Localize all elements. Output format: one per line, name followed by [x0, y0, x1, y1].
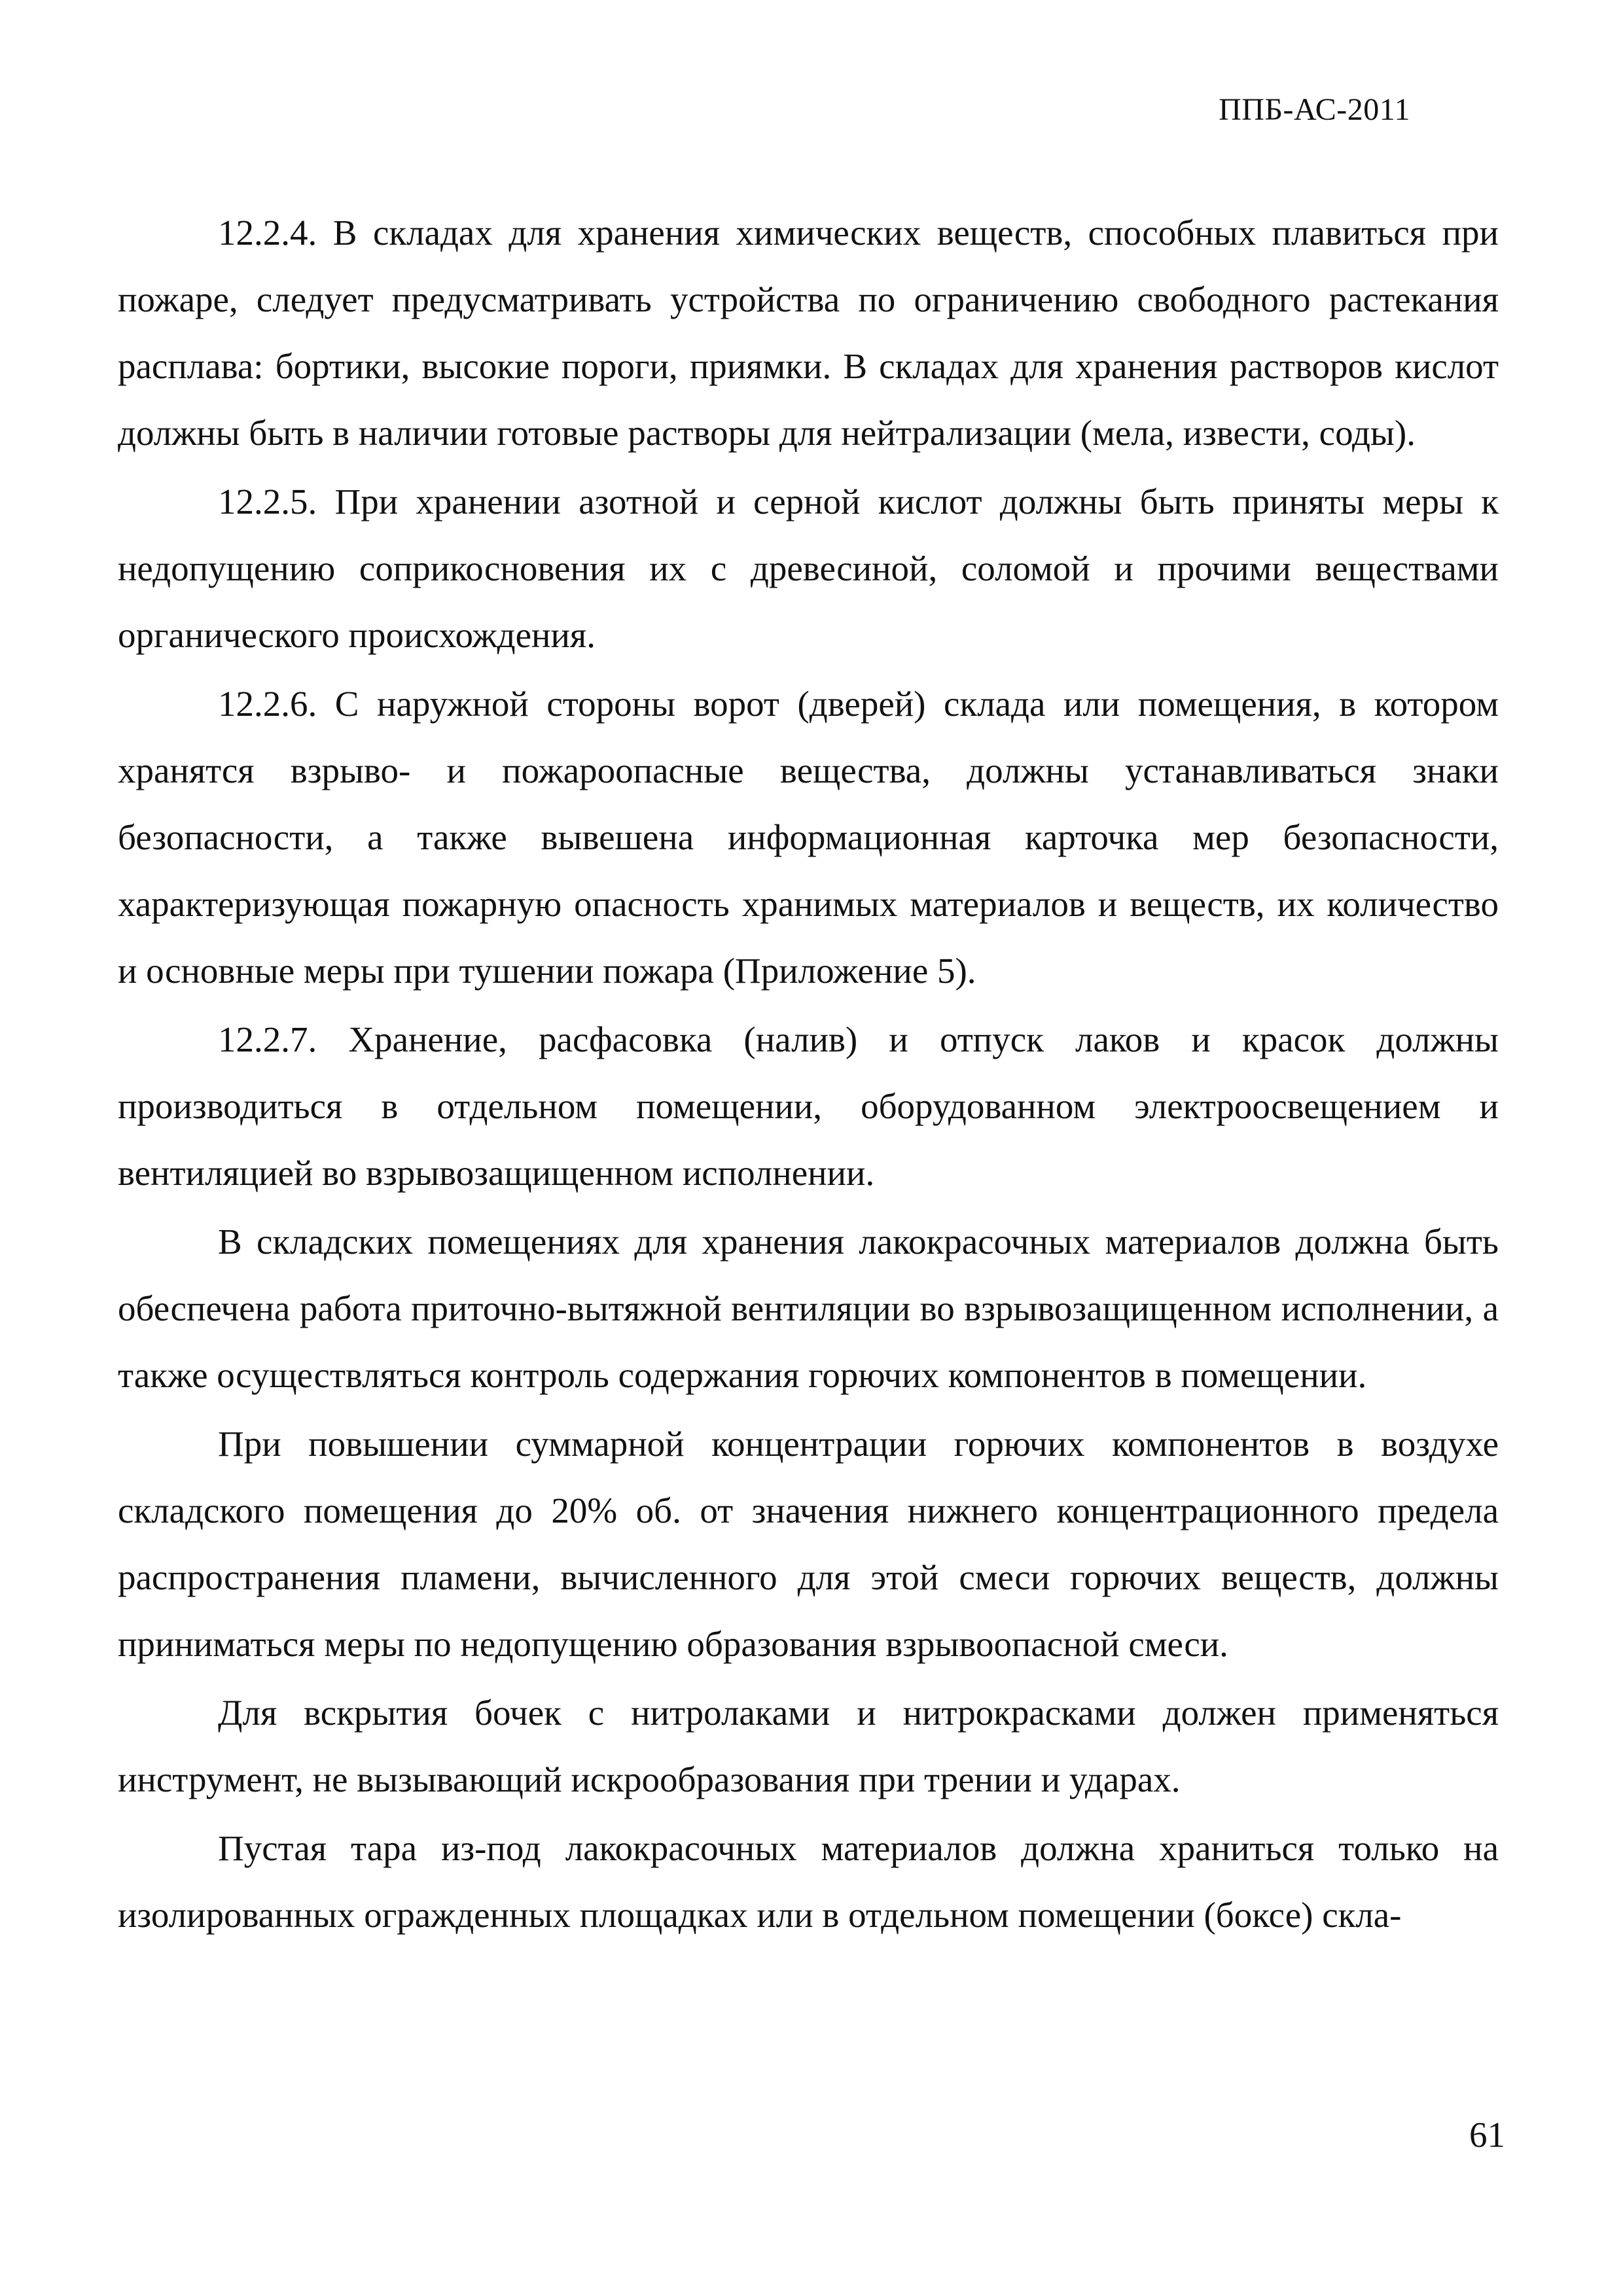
paragraph-ventilation: В складских помещениях для хранения лакокрасочных материалов должна быть обеспечена работа приточно-вытяжной вентиляции во взрывозащищенном исполнении, а также осуществляться контроль содержания горючих компонентов в помещении. — [118, 1222, 1499, 1395]
paragraph-empty-containers: Пустая тара из-под лакокрасочных материалов должна храниться только на изолированных огражденных площадках или в отдельном помещении (боксе) скла- — [118, 1828, 1499, 1935]
body-text — [118, 200, 1499, 1949]
paragraph-concentration: При повышении суммарной концентрации горючих компонентов в воздухе складского помещения до 20% об. от значения нижнего концентрационного предела распространения пламени, вычисленного для этой смеси горючих веществ, должны приниматься меры по недопущению образования взрывоопасной смеси. — [118, 1424, 1499, 1664]
paragraph-barrel-opening: Для вскрытия бочек с нитролаками и нитрокрасками должен применяться инструмент, не вызывающий искрообразования при трении и ударах. — [118, 1693, 1499, 1799]
paragraph-12-2-6: 12.2.6. С наружной стороны ворот (дверей) склада или помещения, в котором хранятся взрыво- и пожароопасные вещества, должны устанавливаться знаки безопасности, а также вывешена информационная карточка мер безопасности, характеризующая пожарную опасность хранимых материалов и веществ, их количество и основные меры при тушении пожара (Приложение 5). — [118, 684, 1499, 991]
page-number: 61 — [1469, 2115, 1505, 2155]
running-header-doc-code: ППБ-АС-2011 — [1219, 92, 1410, 127]
paragraph-12-2-4: 12.2.4. В складах для хранения химических веществ, способных плавиться при пожаре, следует предусматривать устройства по ограничению свободного растекания расплава: бортики, высокие пороги, приямки. В складах для хранения растворов кислот должны быть в наличии готовые растворы для нейтрализации (мела, извести, соды). — [118, 213, 1499, 453]
paragraph-12-2-7: 12.2.7. Хранение, расфасовка (налив) и отпуск лаков и красок должны производиться в отдельном помещении, оборудованном электроосвещением и вентиляцией во взрывозащищенном исполнении. — [118, 1019, 1499, 1193]
paragraph-12-2-5: 12.2.5. При хранении азотной и серной кислот должны быть приняты меры к недопущению соприкосновения их с древесиной, соломой и прочими веществами органического происхождения. — [118, 482, 1499, 655]
